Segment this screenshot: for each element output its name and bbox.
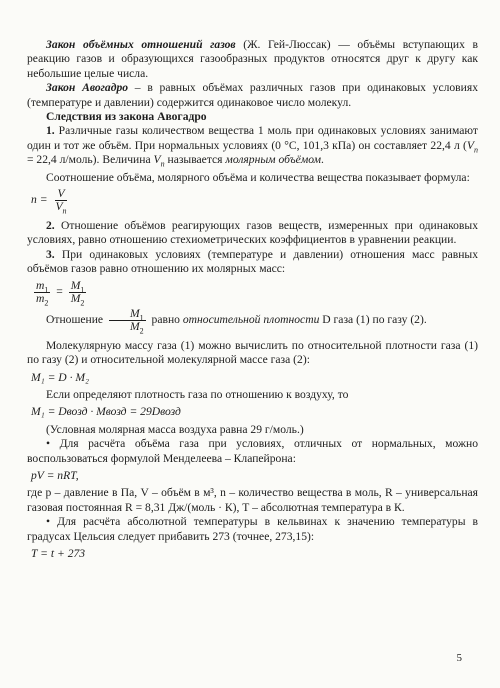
term-relative-density: относительной плотности	[182, 312, 320, 326]
formula-ideal-gas: pV = nRT,	[31, 468, 79, 482]
molecular-mass-text: Молекулярную массу газа (1) можно вычислить по относительной плотности газа (1) по газу (2) и относительной молекулярной массе газа (2):	[27, 338, 478, 367]
section-heading: Следствия из закона Авогадро	[46, 110, 207, 124]
law-volume-ratios: Закон объёмных отношений газов (Ж. Гей-Люссак) — объёмы вступающих в реакцию газов и образующихся газообразных продуктов относятся друг к другу как небольшие целые числа.	[27, 38, 478, 80]
term-law-volume-ratios: Закон объёмных отношений газов	[46, 38, 236, 51]
air-density-text: Если определяют плотность газа по отношению к воздуху, то	[46, 387, 349, 401]
term-molar-volume: молярным объёмом	[225, 153, 321, 167]
term-law-avogadro: Закон Авогадро	[46, 81, 129, 95]
law-avogadro: Закон Авогадро – в равных объёмах различных газов при одинаковых условиях (температуре и давлении) содержится одинаковое число молекул.	[27, 81, 478, 109]
consequence-2: 2. Отношение объёмов реагирующих газов веществ, измеренных при одинаковых условиях, равно отношению стехиометрических коэффициентов в уравнении реакции.	[27, 219, 478, 247]
air-molar-mass-note: (Условная молярная масса воздуха равна 29 г/моль.)	[46, 422, 304, 436]
formula-kelvin: T = t + 273	[31, 546, 86, 560]
consequence-1: 1. Различные газы количеством вещества 1 моль при одинаковых условиях занимают один и тот же объём. При нормальных условиях (0 °С, 101,3 кПа) он составляет 22,4 л ($V_n = 22,4$ л/моль). Величина $V_n$ называется молярным объёмом.	[27, 124, 478, 169]
consequence-3: 3. При одинаковых условиях (температуре и давлении) отношения масс равных объёмов газов равно отношению их молярных масс:	[27, 247, 478, 276]
page-content	[27, 38, 478, 564]
formula-m1-d-m2: M₁ = D · M₂	[31, 370, 90, 384]
formula-intro: Соотношение объёма, молярного объёма и количества вещества показывает формула:	[46, 170, 470, 184]
page-number: 5	[456, 652, 462, 664]
formula-mass-ratio: $\frac{m_1}{m_2}$ = $\frac{M_1}{M_2}$	[36, 278, 85, 307]
kelvin-intro: • Для расчёта абсолютной температуры в кельвинах к значению температуры в градусах Цельсия следует прибавить 273 (точнее, 273,15):	[27, 515, 478, 543]
formula-n-v-vn: n = $\frac{V}{V_n}$	[31, 187, 67, 216]
mendeleev-intro: • Для расчёта объёма газа при условиях, отличных от нормальных, можно воспользоваться формулой Менделеева – Клапейрона:	[27, 437, 478, 465]
relative-density-definition: Отношение $\frac{M_1}{M_2}$ равно относительной плотности D газа (1) по газу (2).	[46, 306, 427, 335]
formula-air: M₁ = Dвозд · Mвозд = 29Dвозд	[31, 405, 181, 419]
ideal-gas-legend: где p – давление в Па, V – объём в м³, n – количество вещества в моль, R – универсальная газовая постоянная R = 8,31 Дж/(моль · К), T – абсолютная температура в К.	[27, 486, 478, 514]
